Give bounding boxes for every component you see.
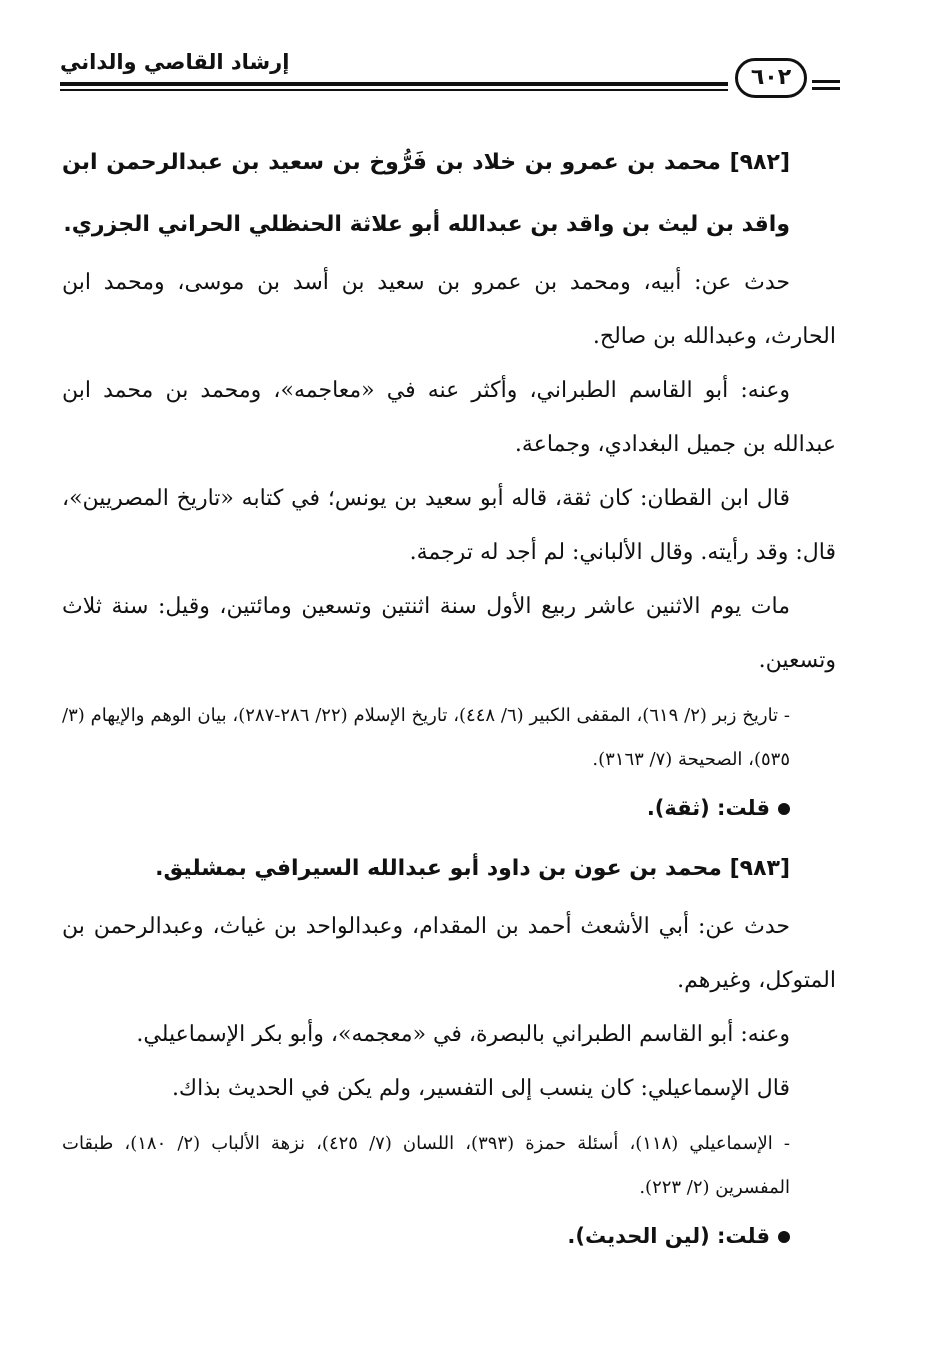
entry-title: [٩٨٢] محمد بن عمرو بن خلاد بن فَرُّوخ بن سعيد بن عبدالرحمن ابن واقد بن ليث بن واقد بن عبدالله أبو علاثة الحنظلي الحراني الجزري. [62,150,790,237]
verdict-text: قلت: (لين الحديث). [567,1224,770,1248]
bullet-icon [778,1231,790,1243]
page-number-rule-bottom [812,87,840,90]
biography-entry [62,132,836,834]
death-paragraph: مات يوم الاثنين عاشر ربيع الأول سنة اثنتين وتسعين ومائتين، وقيل: سنة ثلاث وتسعين. [62,594,836,673]
header-rule-thin [60,89,728,91]
page-number-rule-top [812,80,840,83]
sources-list: - تاريخ زبر (٢/ ٦١٩)، المقفى الكبير (٦/ ٤٤٨)، تاريخ الإسلام (٢٢/ ٢٨٦-٢٨٧)، بيان الوهم والإيهام (٣/ ٥٣٥)، الصحيحة (٧/ ٣١٦٣). [62,705,790,770]
page-header [60,44,840,106]
narrated-by-paragraph: وعنه: أبو القاسم الطبراني بالبصرة، في «معجمه»، وأبو بكر الإسماعيلي. [136,1022,790,1047]
narrated-from-paragraph: حدث عن: أبي الأشعث أحمد بن المقدام، وعبدالواحد بن غياث، وعبدالرحمن بن المتوكل، وغيرهم. [62,914,836,993]
narrated-by-paragraph: وعنه: أبو القاسم الطبراني، وأكثر عنه في «معاجمه»، ومحمد بن محمد ابن عبدالله بن جميل البغدادي، وجماعة. [62,378,836,457]
verdict-text: قلت: (ثقة). [646,796,770,820]
entry-title: [٩٨٣] محمد بن عون بن داود أبو عبدالله السيرافي بمشليق. [155,856,790,881]
running-title: إرشاد القاصي والداني [60,50,290,74]
narrated-from-paragraph: حدث عن: أبيه، ومحمد بن عمرو بن سعيد بن أسد بن موسى، ومحمد ابن الحارث، وعبدالله بن صالح. [62,270,836,349]
page-content [62,132,836,1262]
bullet-icon [778,803,790,815]
header-rule-thick [60,82,728,86]
assessment-paragraph: قال الإسماعيلي: كان ينسب إلى التفسير، ولم يكن في الحديث بذاك. [171,1076,790,1101]
biography-entry [62,838,836,1262]
verdict [62,1210,836,1262]
sources-list: - الإسماعيلي (١١٨)، أسئلة حمزة (٣٩٣)، اللسان (٧/ ٤٢٥)، نزهة الألباب (٢/ ١٨٠)، طبقات المفسرين (٢/ ٢٢٣). [62,1133,790,1198]
page-number: ٦٠٢ [735,58,807,98]
assessment-paragraph: قال ابن القطان: كان ثقة، قاله أبو سعيد بن يونس؛ في كتابه «تاريخ المصريين»، قال: وقد رأيته. وقال الألباني: لم أجد له ترجمة. [62,486,836,565]
verdict [62,782,836,834]
